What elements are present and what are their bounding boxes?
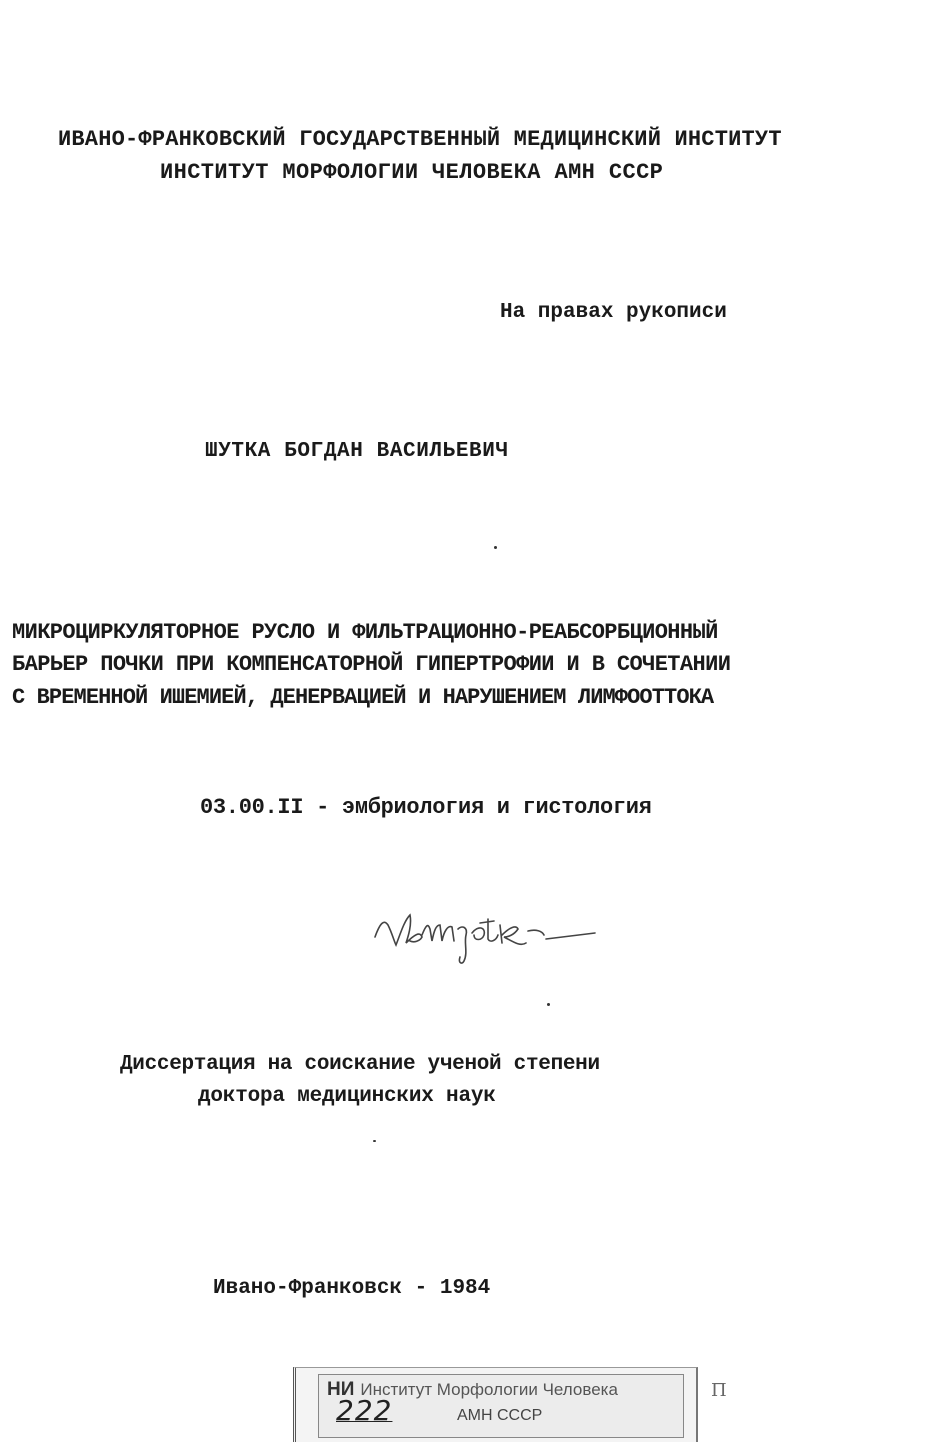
rights-notice: На правах рукописи: [500, 301, 727, 324]
author-name: ШУТКА БОГДАН ВАСИЛЬЕВИЧ: [205, 440, 509, 463]
title-line-2: БАРЬЕР ПОЧКИ ПРИ КОМПЕНСАТОРНОЙ ГИПЕРТРОФИИ И В СОЧЕТАНИИ: [12, 652, 731, 677]
stamp-abbreviation: НИ: [327, 1379, 355, 1400]
stamp-institution-name: Институт Морфологии Человека: [360, 1380, 618, 1399]
margin-mark: П: [711, 1380, 727, 1401]
dissertation-line-1: Диссертация на соискание ученой степени: [120, 1053, 600, 1076]
handwritten-signature: [370, 895, 600, 975]
institution-line-2: ИНСТИТУТ МОРФОЛОГИИ ЧЕЛОВЕКА АМН СССР: [160, 160, 664, 185]
specialty-code: 03.00.II - эмбриология и гистология: [200, 795, 652, 820]
place-and-year: Ивано-Франковск - 1984: [213, 1277, 491, 1300]
speck: [373, 1140, 376, 1142]
speck: [494, 546, 497, 549]
speck: [547, 1003, 550, 1006]
dissertation-line-2: доктора медицинских наук: [198, 1085, 496, 1108]
title-line-3: С ВРЕМЕННОЙ ИШЕМИЕЙ, ДЕНЕРВАЦИЕЙ И НАРУШЕНИЕМ ЛИМФООТТОКА: [12, 685, 714, 710]
institution-line-1: ИВАНО-ФРАНКОВСКИЙ ГОСУДАРСТВЕННЫЙ МЕДИЦИНСКИЙ ИНСТИТУТ: [58, 127, 782, 152]
title-line-1: МИКРОЦИРКУЛЯТОРНОЕ РУСЛО И ФИЛЬТРАЦИОННО-РЕАБСОРБЦИОННЫЙ: [12, 620, 718, 645]
library-stamp: [293, 1367, 698, 1442]
stamp-academy: АМН СССР: [457, 1407, 543, 1424]
stamp-inventory-number: 222: [336, 1394, 393, 1427]
